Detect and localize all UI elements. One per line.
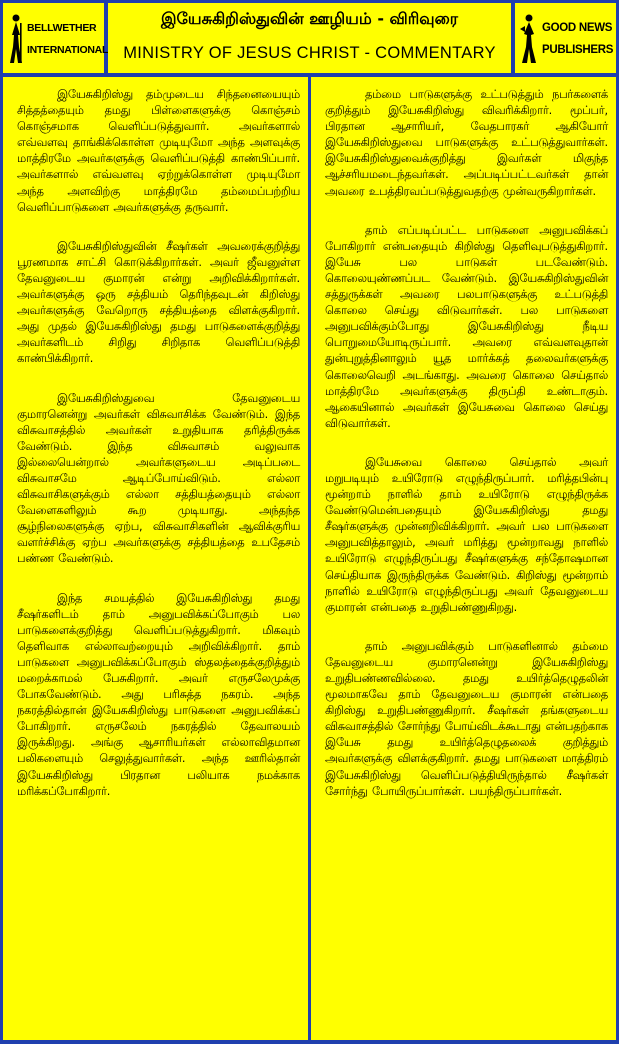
bellwether-logo-box — [3, 3, 109, 73]
left-paragraph-4: இந்த சமயத்தில் இயேசுகிறிஸ்து தமது சீஷர்களிடம் தாம் அனுபவிக்கப்போகும் பல பாடுகளைக்குறித்து வெளிப்படுத்துகிறார். மிகவும் தெளிவாக எல்லாவற்றையும் அறிவிக்கிறார். தாம் பாடுகளை அனுபவிக்கப்போகும் ஸ்தலத்தைக்குறித்தும் மறைக்காமல் பேசுகிறார். அவர் எருசலேமுக்கு போகவேண்டும். அது பரிசுத்த நகரம். அந்த நகரத்தில்தான் இயேசுகிறிஸ்து பாடுகளை அனுபவிக்கப் போகிறார். எருசலேம் நகரத்தில் தேவாலயம் இருக்கிறது. அங்கு ஆசாரியர்கள் எல்லாவிதமான பலிகளையும் செலுத்துவார்கள். அந்த ஊரில்தான் இயேசுகிறிஸ்து பிரதான பலியாக நமக்காக மரிக்கப்போகிறார். — [17, 591, 300, 798]
title-box — [108, 3, 511, 73]
bellwether-line1: BELLWETHER — [27, 22, 97, 34]
good-news-line1: GOOD NEWS — [542, 22, 613, 34]
right-column — [311, 77, 616, 1040]
right-paragraph-2: தாம் எப்படிப்பட்ட பாடுகளை அனுபவிக்கப் போகிறார் என்பதையும் கிறிஸ்து தெளிவுபடுத்துகிறார். இயேசு பல பாடுகள் படவேண்டும். கொலையுண்ணப்பட வேண்டும். இயேசுகிறிஸ்துவின் சத்துருக்கள் அவரை பலபாடுகளுக்கு உட்படுத்தி கொலை செய்து விடுவார்கள். பல பாடுகளை அனுபவிக்கும்போது இயேசுகிறிஸ்து நீடிய பொறுமையோடிருப்பார். அவரை எவ்வளவுதான் துன்புறுத்தினாலும் யூத மார்க்கத் தலைவர்களுக்கு கொலைவெறி அடங்காது. அவரை கொலை செய்தால் மாத்திரமே அவர்களுக்கு திருப்தி உண்டாகும். ஆகையினால் அவர்கள் இயேசுவை கொலை செய்து விடுவார்கள். — [325, 223, 608, 430]
good-news-logo-box — [515, 3, 616, 73]
good-news-logo — [519, 9, 612, 69]
good-news-line2: PUBLISHERS — [542, 44, 614, 56]
bellwether-logo — [7, 9, 109, 69]
left-paragraph-2: இயேசுகிறிஸ்துவின் சீஷர்கள் அவரைக்குறித்து பூரணமாக சாட்சி கொடுக்கிறார்கள். அவர் ஜீவனுள்ள தேவனுடைய குமாரன் என்று அறிவிக்கிறார்கள். அவர்களுக்கு ஒரு சத்தியம் தெரிந்தவுடன் கிறிஸ்து அவர்களுக்கு வேறொரு சத்தியத்தை விளக்குகிறார். அது முதல் இயேசுகிறிஸ்து தமது பாடுகளைக்குறித்து அவர்களிடம் சிறிது சிறிதாக வெளிப்படுத்தி காண்பிக்கிறார். — [17, 239, 300, 366]
right-paragraph-4: தாம் அனுபவிக்கும் பாடுகளினால் தம்மை தேவனுடைய குமாரனென்று இயேசுகிறிஸ்து உறுதிபண்ணவில்லை. தமது உயிர்த்தெழுதலின் மூலமாகவே தாம் தேவனுடைய குமாரன் என்பதை கிறிஸ்து உறுதிபண்ணுகிறார். சீஷர்கள் தங்களுடைய விசுவாசத்தில் சோர்ந்து போய்விடக்கூடாது என்பதற்காக இயேசு தமது உயிர்த்தெழுதலைக் குறித்தும் அவர்களுக்கு விளக்குகிறார். தமது பாடுகளை மாத்திரம் இயேசுகிறிஸ்து வெளிப்படுத்தியிருந்தால் சீஷர்கள் சோர்ந்து போயிருப்பார்கள். பயந்திருப்பார்கள். — [325, 639, 608, 798]
figure-icon — [7, 13, 25, 65]
right-paragraph-1: தம்மை பாடுகளுக்கு உட்படுத்தும் நபர்களைக் குறித்தும் இயேசுகிறிஸ்து விவரிக்கிறார். மூப்பர், பிரதான ஆசாரியர், வேதபாரகர் ஆகியோர் இயேசுகிறிஸ்துவை பாடுகளுக்கு உட்படுத்துவார்கள். இயேசுகிறிஸ்துவைக்குறித்து இவர்கள் மிகுந்த ஆச்சரியமடைந்தவர்கள். அப்படிப்பட்டவர்கள் தான் அவரை உபத்திரவப்படுத்துவதற்கு முன்வருகிறார்கள். — [325, 88, 608, 198]
left-paragraph-3: இயேசுகிறிஸ்துவை தேவனுடைய குமாரனென்று அவர்கள் விசுவாசிக்க வேண்டும். இந்த விசுவாசத்தில் அவர்கள் உறுதியாக தரித்திருக்க வேண்டும். இந்த விசுவாசம் வலுவாக இல்லையென்றால் அவர்களுடைய அடிப்படை விசுவாசமே ஆடிப்போய்விடும். எல்லா விசுவாசிகளுக்கும் எல்லா சத்தியத்தையும் எல்லா வேளைகளிலும் கூற முடியாது. அந்தந்த சூழ்நிலைகளுக்கு ஏற்ப, விசுவாசிகளின் ஆவிக்குரிய வளர்ச்சிக்கு ஏற்ப அவர்களுக்கு சத்தியத்தை உபதேசம் பண்ண வேண்டும். — [17, 391, 300, 566]
figure-icon — [519, 13, 539, 65]
left-column — [3, 77, 308, 1040]
title-english: MINISTRY OF JESUS CHRIST - COMMENTARY — [123, 44, 496, 62]
right-paragraph-3: இயேசுவை கொலை செய்தால் அவர் மறுபடியும் உயிரோடு எழுந்திருப்பார். மரித்தபின்பு மூன்றாம் நாளில் தாம் உயிரோடு எழுந்திருக்க வேண்டுமென்பதையும் இயேசுகிறிஸ்து தமது சீஷர்களுக்கு முன்னறிவிக்கிறார். அவர் பல பாடுகளை அனுபவித்தாலும், அவர் மரித்து மூன்றாவது நாளில் உயிரோடு எழுந்திருப்பது சீஷர்களுக்கு சந்தோஷமான செய்தியாக இருந்திருக்க வேண்டும். கிறிஸ்து மூன்றாம் நாளில் உயிரோடு எழுந்திருப்பது அவர் தேவனுடைய குமாரன் என்பதை உறுதிபண்ணுகிறது. — [325, 455, 608, 614]
left-paragraph-1: இயேசுகிறிஸ்து தம்முடைய சிந்தனையையும் சித்தத்தையும் தமது பிள்ளைகளுக்கு கொஞ்சம் கொஞ்சமாக வெளிப்படுத்துவார். அவர்களால் எவ்வளவு தாங்கிக்கொள்ள முடியுமோ அந்த அளவுக்கு மாத்திரமே அவர்களுக்கு வெளிப்படுத்தி காண்பிப்பார். அவர்களால் எவ்வளவு ஏற்றுக்கொள்ள முடியுமோ அந்த அளவிற்கு மாத்திரமே தம்மைப்பற்றிய வெளிப்பாடுகளை அவர்களுக்கு தருவார். — [17, 88, 300, 214]
title-tamil: இயேசுகிறிஸ்துவின் ஊழியம் - விரிவுரை — [160, 9, 458, 28]
bellwether-line2: INTERNATIONAL — [27, 44, 109, 56]
